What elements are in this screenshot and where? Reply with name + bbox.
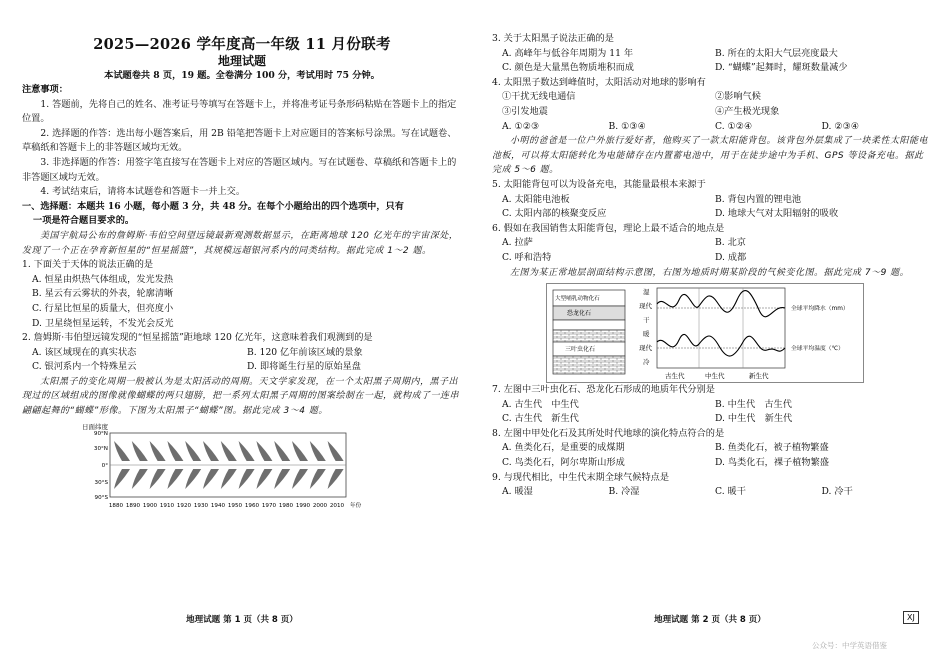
question-4: 4. 太阳黑子数达到峰值时，太阳活动对地球的影响有 bbox=[492, 76, 706, 88]
question-2-options bbox=[22, 346, 462, 375]
butterfly-wing bbox=[256, 469, 272, 489]
butterfly-wing bbox=[310, 469, 326, 489]
butterfly-wing bbox=[114, 469, 130, 489]
x-tick-label: 1920 bbox=[176, 502, 192, 509]
watermark: 公众号：中学英语借鉴 bbox=[812, 641, 887, 650]
butterfly-wing bbox=[203, 441, 219, 461]
page-2 bbox=[492, 0, 928, 659]
butterfly-wing bbox=[221, 441, 237, 461]
y-tick-label: 0° bbox=[101, 462, 108, 469]
option-a: A. ①②③ bbox=[502, 120, 540, 132]
question-5: 5. 太阳能背包可以为设备充电，其能量最根本来源于 bbox=[492, 178, 706, 190]
option-c: C. 古生代 新生代 bbox=[502, 413, 579, 425]
layer-mammal: 大型哺乳动物化石 bbox=[555, 296, 600, 303]
layer-trilobite: 三叶虫化石 bbox=[565, 346, 596, 354]
notice-1: 1. 答题前，先将自己的姓名、准考证号等填写在答题卡上，并将准考证号条形码粘贴在答题卡上的指定位置。 bbox=[22, 98, 457, 125]
option-c: C. 太阳内部的核聚变反应 bbox=[502, 208, 607, 220]
material-4: 左图为某正常地层剖面结构示意图，右图为地质时期某阶段的气候变化图。据此完成 7～9 题。 bbox=[510, 267, 910, 278]
question-6-options bbox=[492, 236, 928, 265]
corner-badge: XJ bbox=[903, 611, 919, 624]
item-1: ①干扰无线电通信 bbox=[502, 91, 576, 103]
option-b: B. 所在的太阳大气层亮度最大 bbox=[715, 47, 838, 59]
option-a: A. 鱼类化石，是重要的成煤期 bbox=[502, 442, 625, 454]
legend-temp: 全球平均温度（℃） bbox=[791, 346, 844, 353]
question-3: 3. 关于太阳黑子说法正确的是 bbox=[492, 33, 614, 44]
strata-column bbox=[553, 290, 625, 374]
item-3: ③引发地震 bbox=[502, 105, 548, 117]
question-8-options bbox=[492, 441, 928, 470]
butterfly-wing bbox=[185, 469, 201, 489]
x-tick-label: 1980 bbox=[278, 502, 294, 509]
y-tick-label: 30°N bbox=[93, 445, 108, 452]
y-ticks bbox=[94, 431, 109, 501]
x-tick-label: 1990 bbox=[295, 502, 311, 509]
notice-4: 4. 考试结束后，请将本试题卷和答题卡一并上交。 bbox=[40, 186, 246, 198]
question-7-options bbox=[492, 398, 928, 427]
x-tick-label: 1910 bbox=[159, 502, 175, 509]
butterfly-wing bbox=[328, 469, 344, 489]
option-b: B. 星云有云雾状的外表，轮廓清晰 bbox=[32, 288, 174, 300]
label-wet: 湿 bbox=[643, 288, 650, 297]
label-warm: 暖 bbox=[643, 330, 650, 339]
x-axis-unit: 年份 bbox=[350, 502, 362, 509]
question-4-options bbox=[492, 120, 928, 135]
material-1: 美国宇航局公布的詹姆斯·韦伯空间望远镜最新观测数据显示，在距离地球 120 亿光年的宇宙深处，发现了一个正在孕育新恒星的“恒星摇篮”，其规模远超银河系内的同类结构。据此完成 1～2 题。 bbox=[22, 230, 459, 256]
geology-climate-figure bbox=[546, 283, 864, 383]
climate-chart bbox=[639, 287, 849, 380]
question-1: 1. 下面关于天体的说法正确的是 bbox=[22, 259, 154, 271]
butterfly-wing bbox=[221, 469, 237, 489]
question-9: 9. 与现代相比，中生代末期全球气候特点是 bbox=[492, 471, 670, 483]
notice-heading: 注意事项： bbox=[22, 84, 68, 95]
question-3-options bbox=[492, 47, 928, 76]
question-8: 8. 左图中甲处化石及其所处时代地球的演化特点符合的是 bbox=[492, 427, 725, 439]
option-c: C. 银河系内一个特殊星云 bbox=[32, 361, 137, 373]
option-d: D. ②③④ bbox=[821, 120, 860, 132]
temp-curve bbox=[657, 334, 785, 356]
question-4-items bbox=[492, 90, 928, 119]
option-d: D. 成都 bbox=[715, 251, 747, 263]
era-cenozoic: 新生代 bbox=[749, 372, 769, 381]
option-d: D. 鸟类化石，裸子植物繁盛 bbox=[715, 457, 829, 469]
butterfly-wing bbox=[292, 441, 308, 461]
option-d: D. 中生代 新生代 bbox=[715, 413, 793, 425]
page-2-footer: 地理试题 第 2 页（共 8 页） bbox=[654, 615, 766, 625]
sunspot-butterfly-figure bbox=[80, 421, 380, 513]
butterfly-wing bbox=[239, 441, 255, 461]
y-tick-label: 90°N bbox=[93, 430, 108, 437]
butterfly-wing bbox=[132, 469, 148, 489]
option-b: B. 中生代 古生代 bbox=[715, 398, 792, 410]
question-1-options bbox=[22, 273, 462, 331]
label-modern-1: 现代 bbox=[639, 302, 652, 311]
option-c: C. ①②④ bbox=[715, 120, 753, 132]
x-tick-label: 1900 bbox=[142, 502, 158, 509]
option-b: B. 120 亿年前该区域的景象 bbox=[247, 346, 363, 358]
x-tick-label: 2000 bbox=[312, 502, 328, 509]
butterfly-wing bbox=[274, 469, 290, 489]
option-a: A. 拉萨 bbox=[502, 237, 533, 249]
option-a: A. 恒星由炽热气体组成，发光发热 bbox=[32, 273, 174, 285]
butterfly-diagram bbox=[80, 421, 380, 513]
option-d: D. 地球大气对太阳辐射的吸收 bbox=[715, 208, 839, 220]
x-tick-label: 1960 bbox=[244, 502, 260, 509]
butterfly-wing bbox=[150, 469, 166, 489]
butterfly-wing bbox=[310, 441, 326, 461]
layer-dinosaur: 恐龙化石 bbox=[567, 310, 592, 318]
option-b: B. 冷湿 bbox=[608, 486, 640, 498]
butterfly-wing bbox=[203, 469, 219, 489]
y-tick-label: 90°S bbox=[94, 494, 108, 501]
option-c: C. 暖干 bbox=[715, 486, 746, 498]
x-tick-label: 1940 bbox=[210, 502, 226, 509]
butterfly-wing bbox=[114, 441, 130, 461]
legend-precip: 全球平均降水（mm） bbox=[791, 306, 849, 313]
notice-2: 2. 选择题的作答：选出每小题答案后，用 2B 铅笔把答题卡上对应题目的答案标号涂黑。写在试题卷、草稿纸和答题卡上的非答题区域均无效。 bbox=[22, 127, 457, 154]
option-b: B. 鱼类化石，被子植物繁盛 bbox=[715, 442, 829, 454]
y-tick-label: 30°S bbox=[94, 479, 108, 486]
item-2: ②影响气候 bbox=[715, 91, 761, 103]
question-2: 2. 詹姆斯·韦伯望远镜发现的“恒星摇篮”距地球 120 亿光年，这意味着我们观测到的是 bbox=[22, 332, 373, 344]
question-7: 7. 左图中三叶虫化石、恐龙化石形成的地质年代分别是 bbox=[492, 384, 715, 396]
option-a: A. 太阳能电池板 bbox=[502, 193, 570, 205]
butterfly-wing bbox=[167, 441, 183, 461]
label-modern-2: 现代 bbox=[639, 344, 652, 353]
geology-climate-svg bbox=[547, 284, 865, 384]
page-1 bbox=[22, 0, 462, 659]
butterfly-wing bbox=[132, 441, 148, 461]
material-2: 太阳黑子的变化周期一般被认为是太阳活动的周期。天文学家发现，在一个太阳黑子周期内，黑子出现过的区域组成的图像就像蝴蝶的两只翅膀，把一系列太阳黑子周期的图案绘制在一起，就构成了一连串翩翩起舞的“蝴蝶”形像。下图为太阳黑子“蝴蝶”图。据此完成 3～4 题。 bbox=[22, 376, 460, 417]
butterfly-wing bbox=[150, 441, 166, 461]
notice-3: 3. 非选择题的作答：用签字笔直接写在答题卡上对应的答题区域内。写在试题卷、草稿纸和答题卡上的非答题区域均无效。 bbox=[22, 156, 457, 183]
question-5-options bbox=[492, 193, 928, 222]
x-tick-label: 2010 bbox=[329, 502, 345, 509]
option-b: B. ①③④ bbox=[608, 120, 646, 132]
material-3: 小明的爸爸是一位户外旅行爱好者，他购买了一款太阳能背包。该背包外层集成了一块柔性太阳能电池板，可以将太阳能转化为电能储存在内置蓄电池中，用于在徒步途中为手机、GPS 等设备充电。据此完成 5～6 题。 bbox=[492, 136, 929, 176]
option-b: B. 背包内置的锂电池 bbox=[715, 193, 802, 205]
era-mesozoic: 中生代 bbox=[705, 372, 725, 381]
option-d: D. “蝴蝶”起舞时，耀斑数量减少 bbox=[715, 62, 848, 74]
butterfly-wing bbox=[256, 441, 272, 461]
option-a: A. 高峰年与低谷年周期为 11 年 bbox=[502, 47, 634, 59]
option-c: C. 呼和浩特 bbox=[502, 251, 552, 263]
question-6: 6. 假如在我国销售太阳能背包，理论上最不适合的地点是 bbox=[492, 222, 725, 234]
x-tick-label: 1950 bbox=[227, 502, 243, 509]
option-b: B. 北京 bbox=[715, 237, 746, 249]
x-tick-label: 1970 bbox=[261, 502, 277, 509]
butterfly-wing bbox=[167, 469, 183, 489]
item-4: ④产生极光现象 bbox=[715, 105, 780, 117]
label-cold: 冷 bbox=[643, 358, 650, 367]
subject-title: 地理试题 bbox=[217, 54, 266, 68]
butterfly-wing bbox=[185, 441, 201, 461]
option-a: A. 该区域现在的真实状态 bbox=[32, 346, 137, 358]
option-d: D. 冷干 bbox=[821, 486, 853, 498]
section-heading-cont: 一项是符合题目要求的。 bbox=[33, 215, 135, 227]
x-ticks bbox=[109, 501, 362, 509]
butterfly-wing bbox=[274, 441, 290, 461]
option-c: C. 行星比恒星的质量大，但亮度小 bbox=[32, 302, 174, 314]
section-heading: 一、选择题：本题共 16 小题，每小题 3 分，共 48 分。在每个小题给出的四个选项中，只有 bbox=[22, 200, 404, 212]
exam-title: 2025—2026 学年度高一年级 11 月份联考 bbox=[93, 36, 391, 53]
era-paleozoic: 古生代 bbox=[665, 372, 685, 381]
option-c: C. 鸟类化石，阿尔卑斯山形成 bbox=[502, 457, 625, 469]
page-1-footer: 地理试题 第 1 页（共 8 页） bbox=[186, 615, 298, 625]
butterfly-wing bbox=[239, 469, 255, 489]
x-tick-label: 1930 bbox=[193, 502, 209, 509]
butterfly-wing bbox=[292, 469, 308, 489]
butterfly-wing bbox=[328, 441, 344, 461]
option-a: A. 暖湿 bbox=[502, 486, 533, 498]
x-tick-label: 1880 bbox=[108, 502, 124, 509]
x-tick-label: 1890 bbox=[125, 502, 141, 509]
y-axis-label: 日面纬度 bbox=[82, 422, 108, 431]
option-d: D. 卫星绕恒星运转，不发光会反光 bbox=[32, 317, 174, 329]
label-dry: 干 bbox=[643, 316, 650, 325]
option-c: C. 颜色是大量黑色物质堆积而成 bbox=[502, 62, 634, 74]
precip-curve bbox=[657, 291, 785, 317]
option-d: D. 即将诞生行星的原始星盘 bbox=[247, 361, 361, 373]
question-9-options bbox=[492, 485, 928, 500]
option-a: A. 古生代 中生代 bbox=[502, 398, 579, 410]
exam-info: 本试题卷共 8 页，19 题。全卷满分 100 分，考试用时 75 分钟。 bbox=[104, 70, 380, 81]
